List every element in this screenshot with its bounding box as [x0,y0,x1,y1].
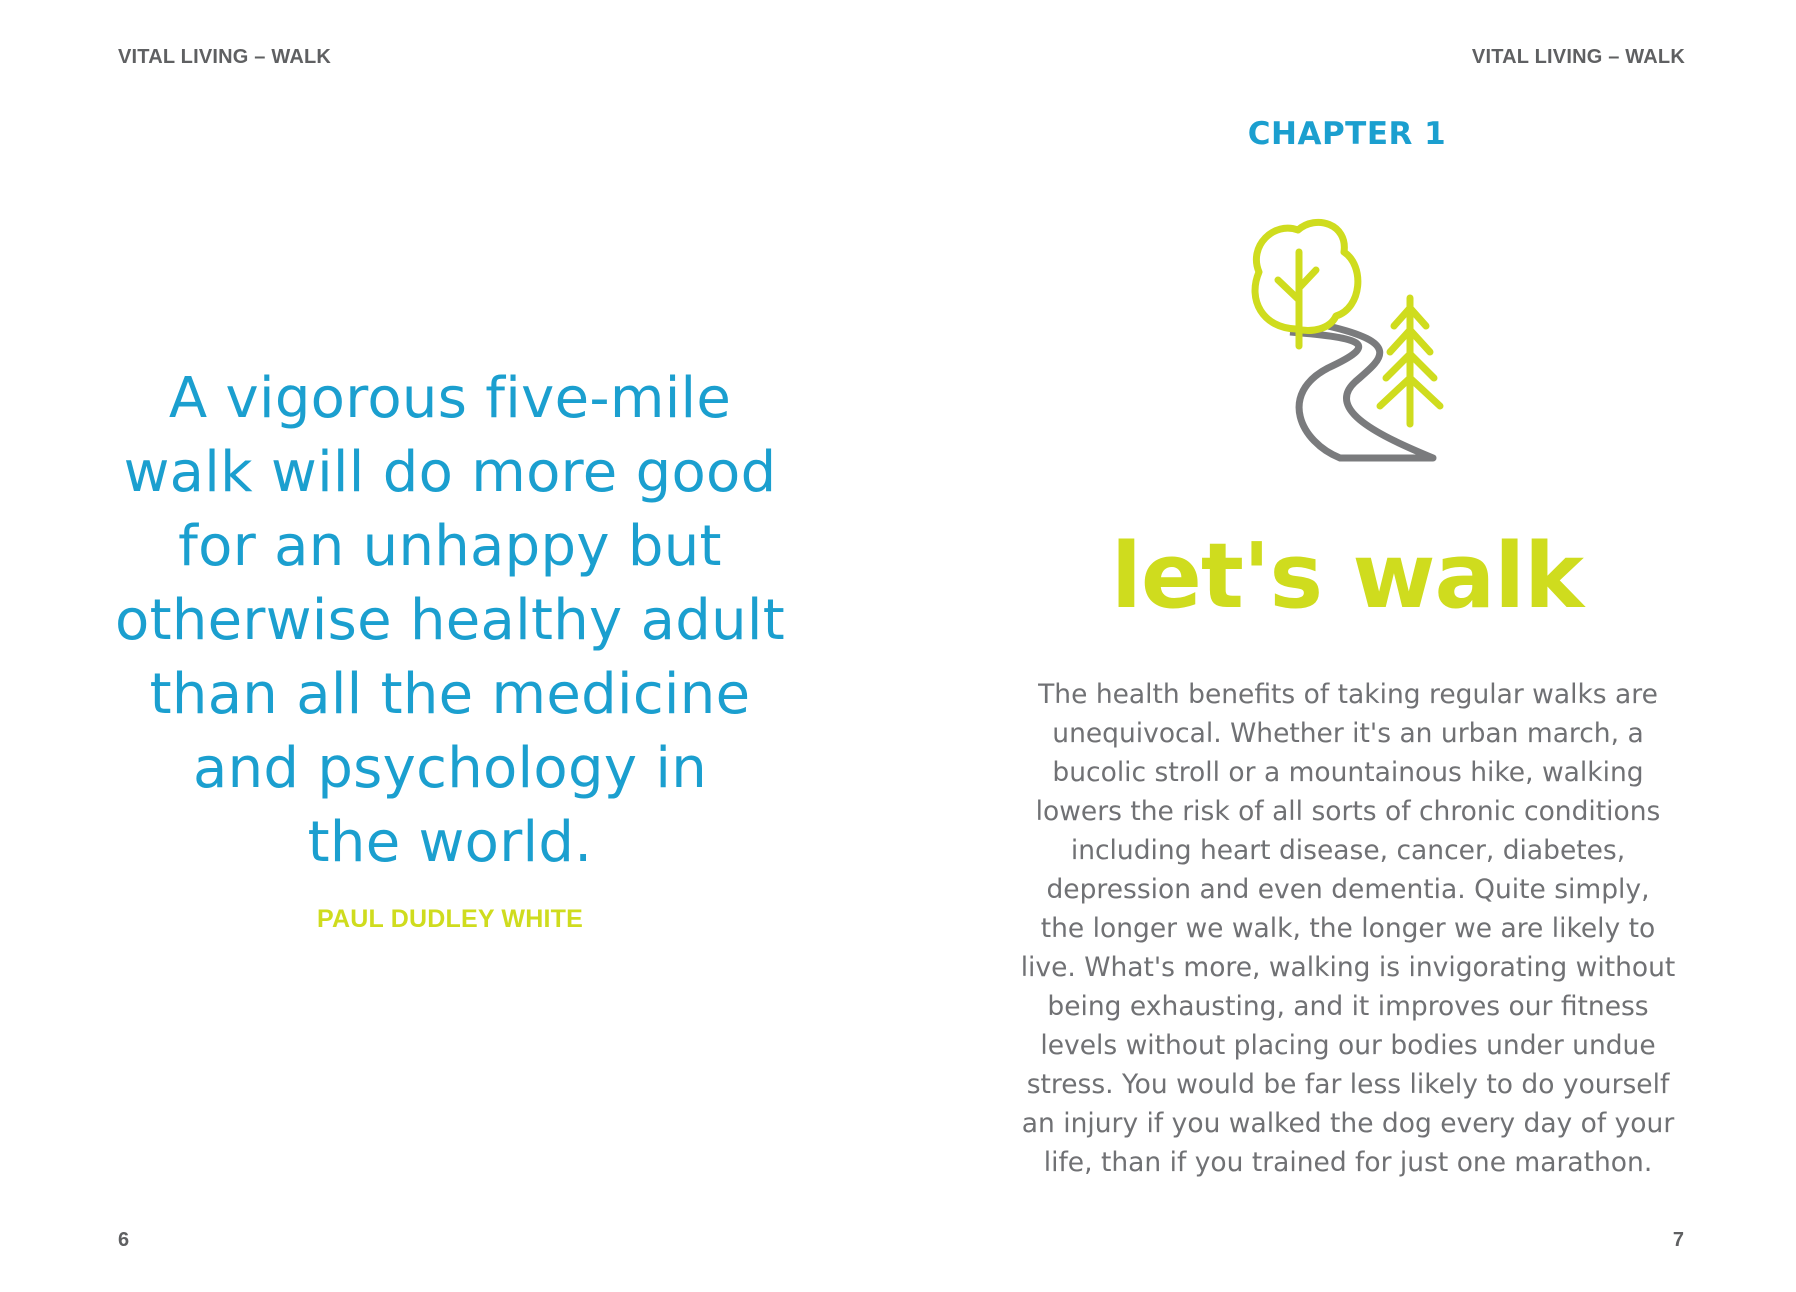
quote-line: than all the medicine [149,662,751,727]
pine-tree-icon [1380,298,1440,424]
body-line: levels without placing our bodies under undue [1040,1030,1656,1061]
body-line: unequivocal. Whether it's an urban march, a [1052,718,1644,749]
body-line: life, than if you trained for just one marathon. [1043,1147,1653,1178]
chapter-title: let's walk [1111,524,1583,629]
walk-illustration [1230,212,1470,472]
quote-line: otherwise healthy adult [115,588,785,653]
quote-attribution: PAUL DUDLEY WHITE [317,905,583,933]
body-line: being exhausting, and it improves our fitness [1047,991,1649,1022]
body-line: bucolic stroll or a mountainous hike, walking [1052,757,1644,788]
body-line: the longer we walk, the longer we are likely to [1040,913,1656,944]
body-line: depression and even dementia. Quite simply, [1046,874,1650,905]
running-head-left: VITAL LIVING – WALK [118,46,332,68]
right-page [898,0,1796,1292]
page-number-left: 6 [118,1229,130,1251]
page-number-right: 7 [1672,1229,1684,1251]
pull-quote [100,362,800,880]
body-line: live. What's more, walking is invigorating without [1020,952,1676,983]
body-line: The health benefits of taking regular walks are [1038,679,1658,710]
body-line: including heart disease, cancer, diabetes, [1070,835,1626,866]
quote-line: and psychology in [192,736,708,801]
body-paragraph [1008,675,1688,1182]
quote-line: for an unhappy but [178,514,722,579]
body-line: stress. You would be far less likely to do yourself [1026,1069,1670,1100]
body-line: an injury if you walked the dog every day of your [1021,1108,1675,1139]
chapter-label: CHAPTER 1 [1247,116,1447,152]
body-line: lowers the risk of all sorts of chronic conditions [1035,796,1661,827]
running-head-right: VITAL LIVING – WALK [1471,46,1685,68]
quote-line: walk will do more good [123,440,777,505]
quote-line: the world. [307,810,593,875]
quote-line: A vigorous five-mile [168,366,732,431]
